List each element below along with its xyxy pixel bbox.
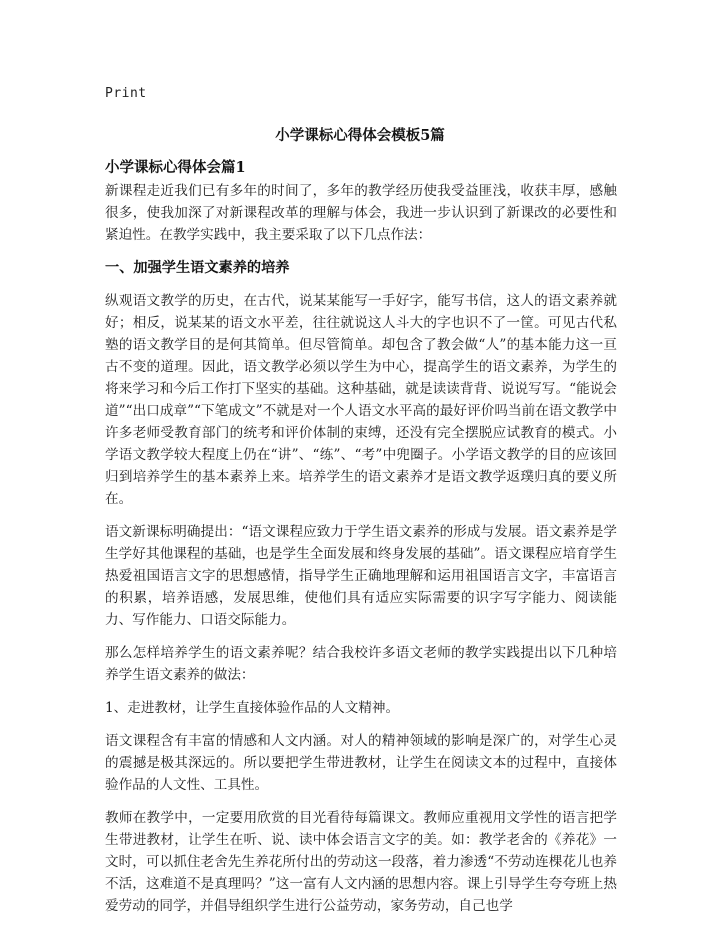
paragraph-point-1: 1、走进教材，让学生直接体验作品的人文精神。 xyxy=(105,700,400,716)
heading-literacy: 一、加强学生语文素养的培养 xyxy=(105,260,290,276)
paragraph-humanity: 语文课程含有丰富的情感和人文内涵。对人的精神领域的影响是深广的，对学生心灵的震撼是极其深远的。所以要把学生带进教材，让学生在阅读文本的过程中，直接体验作品的人文性、工具性。 xyxy=(105,733,617,793)
document-title: 小学课标心得体会模板5篇 xyxy=(275,127,445,144)
print-label[interactable]: Print xyxy=(105,86,147,101)
paragraph-history: 纵观语文教学的历史，在古代，说某某能写一手好字，能写书信，这人的语文素养就好；相反，说某某的语文水平差，往往就说这人斗大的字也识不了一筐。可见古代私塾的语文教学目的是何其简单。但尽管简单。却包含了教会做“人”的基本能力这一亘古不变的道理。因此，语文教学必须以学生为中心，提高学生的语文素养，为学生的将来学习和今后工作打下坚实的基础。这种基础，就是读读背背、说说写写。“能说会道”“出口成章”“下笔成文”不就是对一个人语文水平高的最好评价吗当前在语文教学中许多老师受教育部门的统考和评价体制的束缚，还没有完全摆脱应试教育的模式。小学语文教学较大程度上仍在“讲”、“练”、“考”中兜圈子。小学语文教学的目的应该回归到培养学生的基本素养上来。培养学生的语文素养才是语文教学返璞归真的要义所在。 xyxy=(105,293,617,507)
section-title: 小学课标心得体会篇1 xyxy=(105,159,246,176)
paragraph-standard: 语文新课标明确提出：“语文课程应致力于学生语文素养的形成与发展。语文素养是学生学好其他课程的基础，也是学生全面发展和终身发展的基础”。语文课程应培育学生热爱祖国语言文字的思想感情，指导学生正确地理解和运用祖国语言文字，丰富语言的积累，培养语感，发展思维，使他们具有适应实际需要的识字写字能力、阅读能力、写作能力、口语交际能力。 xyxy=(105,524,617,628)
paragraph-intro: 新课程走近我们已有多年的时间了，多年的教学经历使我受益匪浅，收获丰厚，感触很多，使我加深了对新课程改革的理解与体会，我进一步认识到了新课改的必要性和紧迫性。在教学实践中，我主要采取了以下几点作法： xyxy=(105,183,617,243)
document-body xyxy=(105,180,617,928)
paragraph-question: 那么怎样培养学生的语文素养呢？结合我校许多语文老师的教学实践提出以下几种培养学生语文素养的做法： xyxy=(105,645,617,683)
paragraph-teacher: 教师在教学中，一定要用欣赏的目光看待每篇课文。教师应重视用文学性的语言把学生带进教材，让学生在听、说、读中体会语言文字的美。如：教学老舍的《养花》一文时，可以抓住老舍先生养花所付出的劳动这一段落，着力渗透“不劳动连棵花儿也养不活，这难道不是真理吗？”这一富有人文内涵的思想内容。课上引导学生夸夸班上热爱劳动的同学，并倡导组织学生进行公益劳动，家务劳动，自己也学 xyxy=(105,810,617,914)
